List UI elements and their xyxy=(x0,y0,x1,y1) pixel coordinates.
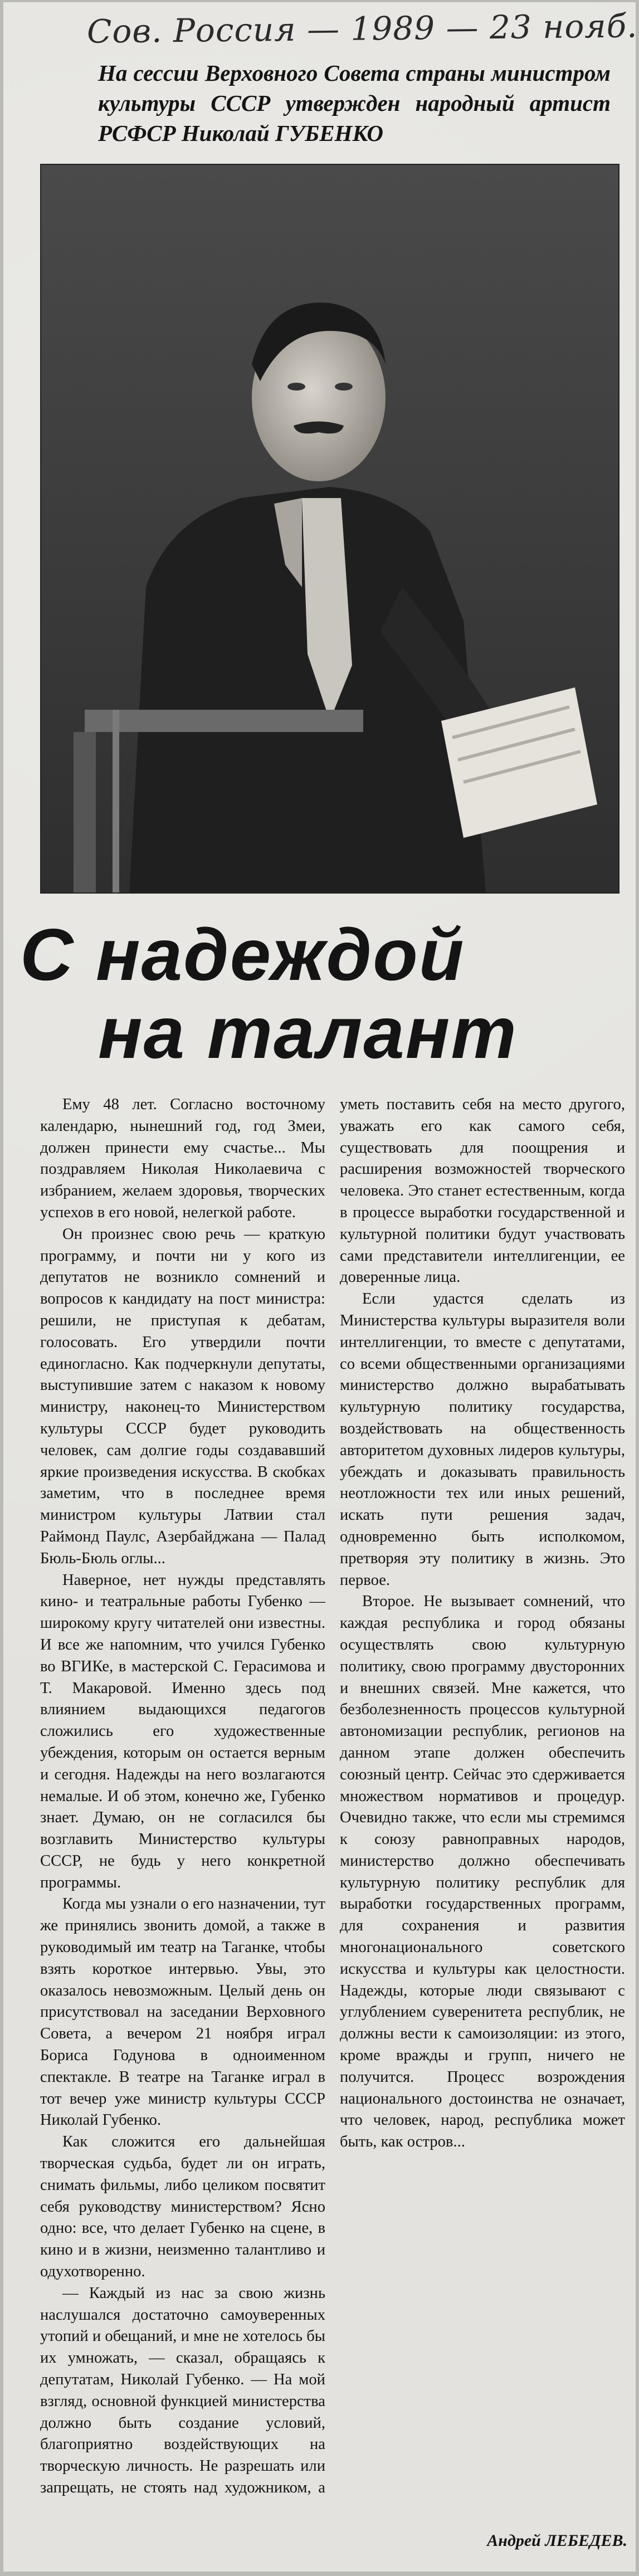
portrait-photo xyxy=(40,164,620,894)
headline-line-2: на талант xyxy=(98,992,518,1074)
lead-paragraph: На сессии Верховного Совета страны министром культуры СССР утвержден народный артист РСФСР Николай ГУБЕНКО xyxy=(98,60,611,146)
newspaper-clipping xyxy=(3,2,636,2572)
article-paragraph: Наверное, нет нужды представлять кино- и театральные работы Губенко — широкому кругу читателей они известны. И все же напомним, что учился Губенко во ВГИКе, в мастерской С. Герасимова и Т. Макаровой. Именно здесь под влиянием выдающихся педагогов сложились его художественные убеждения, которым он остается верным и сегодня. Надежды на него возлагаются немалые. И об этом, конечно же, Губенко знает. Думаю, он не согласился бы возглавить Министерство культуры СССР, не будь у него конкретной программы. xyxy=(40,1571,325,1891)
article-paragraph: — Каждый из нас за свою жизнь наслушался достаточно самоуверенных утопий и обещаний, и мне не хотелось бы их умножать, — сказал, обращаясь к депутатам, Николай Губенко. — На мой взгляд, основной функцией министерства должно быть создание условий, благоприятно воздействующих на творческую личность. Не разрешать или запрещать, не стоять над художником, а уметь поставить себя на место другого, уважать его как самого себя, существовать для поощрения и расширения возможностей творческого человека. Это станет естественным, когда в процессе выработки государственной и культурной политики будут участвовать сами представители интеллигенции, ее доверенные лица. xyxy=(40,1096,625,2496)
headline-line-1: С надеждой xyxy=(20,914,465,996)
article-paragraph: Второе. Не вызывает сомнений, что каждая республика и город обязаны осуществлять свою культурную политику, свою программу двусторонних и внешних связей. Мне кажется, что безболезненность процессов культурной автономизации республик, регионов на данном этапе должен обеспечить союзный центр. Сейчас это сдерживается множеством нормативов и процедур. Очевидно также, что если мы стремимся к союзу равноправных народов, министерство должно обеспечивать культурную политику республик для выработки государственных программ, для сохранения и развития многонационального советского искусства и культуры как целостности. Надежды, которые люди связывают с углублением суверенитета республик, не должны вести к самоизоляции: из этого, кроме вражды и групп, ничего не получится. Процесс возрождения национального достоинства не означает, что человек, народ, республика может быть, как остров... xyxy=(340,1593,625,2151)
author-byline: Андрей ЛЕБЕДЕВ. xyxy=(487,2531,627,2550)
article-paragraph: Он произнес свою речь — краткую программу, и почти ни у кого из депутатов не возникло сомнений и вопросов к кандидату на пост министра: решили, не приступая к дебатам, голосовать. Его утвердили почти единогласно. Как подчеркнули депутаты, выступившие затем с наказом к новому министру, наконец-то Министерством культуры СССР будет руководить человек, сам долгие годы создававший яркие произведения искусства. В скобках заметим, что в последнее время министром культуры Латвии стал Раймонд Паулс, Азербайджана — Палад Бюль-Бюль оглы... xyxy=(40,1225,325,1567)
portrait-illustration xyxy=(40,164,620,894)
headline xyxy=(20,916,633,1072)
handwritten-source-note: Сов. Россия — 1989 — 23 нояб. xyxy=(86,7,638,51)
article-paragraph: Как сложится его дальнейшая творческая судьба, будет ли он играть, снимать фильмы, либо целиком посвятит себя руководству министерством? Ясно одно: все, что делает Губенко на сцене, в кино и в жизни, неизменно талантливо и одухотворенно. xyxy=(40,2133,325,2281)
article-body xyxy=(40,1094,625,2520)
article-paragraph: Когда мы узнали о его назначении, тут же принялись звонить домой, а также в руководимый им театр на Таганке, чтобы взять короткое интервью. Увы, это оказалось невозможным. Целый день он присутствовал на заседании Верховного Совета, а вечером 21 ноября играл Бориса Годунова в одноименном спектакле. В театре на Таганке играл в тот вечер уже министр культуры СССР Николай Губенко. xyxy=(40,1895,325,2129)
article-paragraph: Ему 48 лет. Согласно восточному календарю, нынешний год, год Змеи, должен принести ему счастье... Мы поздравляем Николая Николаевича с избранием, желаем здоровья, творческих успехов в его новой, нелегкой работе. xyxy=(40,1096,325,1221)
article-paragraph: Если удастся сделать из Министерства культуры выразителя воли интеллигенции, то вместе с депутатами, со всеми общественными организациями министерство должно вырабатывать культурную политику государства, воздействовать на общественность авторитетом духовных лидеров культуры, убеждать и доказывать правильность неотложности тех или иных решений, искать пути решения задач, одновременно быть исполкомом, претворяя эту политику в жизнь. Это первое. xyxy=(340,1290,625,1589)
